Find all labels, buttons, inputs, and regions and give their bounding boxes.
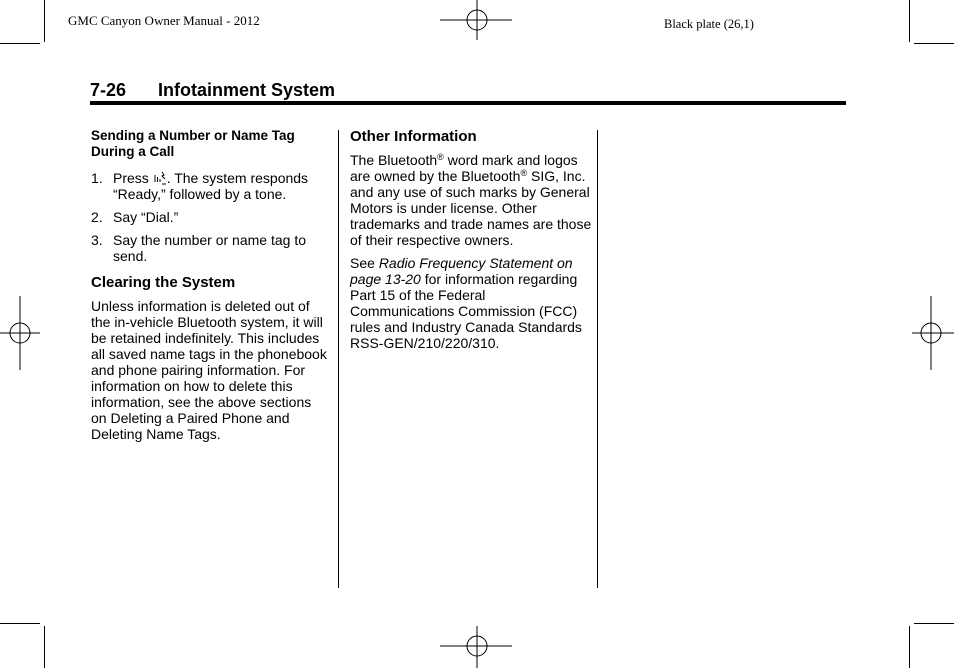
crop-mark xyxy=(909,626,910,668)
clearing-paragraph: Unless information is deleted out of the in-vehicle Bluetooth system, it will be retained indefinitely. This includes all saved name tags in the phonebook and phone pairing information. For information on how to delete this information, see the above sections on Deleting a Paired Phone and Deleting Name Tags. xyxy=(91,298,327,442)
crop-mark xyxy=(44,626,45,668)
clearing-heading: Clearing the System xyxy=(91,274,236,291)
cross-reference-link[interactable]: Radio Frequency Statement on page 13-20 xyxy=(350,255,573,287)
trademark-text: The Bluetooth xyxy=(350,152,438,168)
step-text-after: . The system responds “Ready,” followed by a tone. xyxy=(113,170,309,202)
trademark-text: SIG, Inc. and any use of such marks by General Motors is under license. Other trademarks and trade names are those of their respective owners. xyxy=(350,168,592,248)
crop-mark xyxy=(44,0,45,42)
trademark-paragraph xyxy=(350,152,592,248)
crop-mark xyxy=(914,43,954,44)
page-number: 7-26 xyxy=(90,80,127,100)
list-item xyxy=(91,170,329,202)
step-text-before: Press xyxy=(113,170,153,186)
registered-mark: ® xyxy=(520,168,528,178)
crop-mark xyxy=(914,623,954,624)
crop-mark xyxy=(0,623,40,624)
voice-recognition-icon xyxy=(153,171,167,185)
crop-mark xyxy=(909,0,910,42)
fcc-paragraph xyxy=(350,255,592,351)
trademark-text: word mark and logos are owned by the Bluetooth xyxy=(350,152,578,184)
step-number: 3. xyxy=(91,232,103,248)
registration-mark-bottom xyxy=(440,626,516,668)
step-text: Say the number or name tag to send. xyxy=(113,232,306,264)
steps-list xyxy=(91,170,329,264)
column-divider xyxy=(338,130,339,588)
plate-label: Black plate (26,1) xyxy=(664,17,754,31)
list-item xyxy=(91,209,329,225)
step-text: Say “Dial.” xyxy=(113,209,179,225)
manual-title: GMC Canyon Owner Manual - 2012 xyxy=(68,13,260,28)
step-number: 2. xyxy=(91,209,103,225)
column-divider xyxy=(597,130,598,588)
header-rule xyxy=(90,101,846,105)
column-left xyxy=(91,128,329,449)
page-title: Infotainment System xyxy=(158,80,336,100)
registration-mark-left xyxy=(0,296,42,372)
sending-heading: Sending a Number or Name Tag During a Call xyxy=(91,128,295,159)
fcc-text: for information regarding Part 15 of the Federal Communications Commission (FCC) rules and Industry Canada Standards RSS-GEN/210/220/310. xyxy=(350,271,582,351)
registration-mark-top xyxy=(440,0,516,42)
column-middle xyxy=(350,128,592,358)
registration-mark-right xyxy=(912,296,954,372)
step-number: 1. xyxy=(91,170,103,186)
registered-mark: ® xyxy=(437,152,444,162)
fcc-text: See xyxy=(350,255,379,271)
other-info-heading: Other Information xyxy=(350,128,477,145)
list-item xyxy=(91,232,329,264)
crop-mark xyxy=(0,43,40,44)
